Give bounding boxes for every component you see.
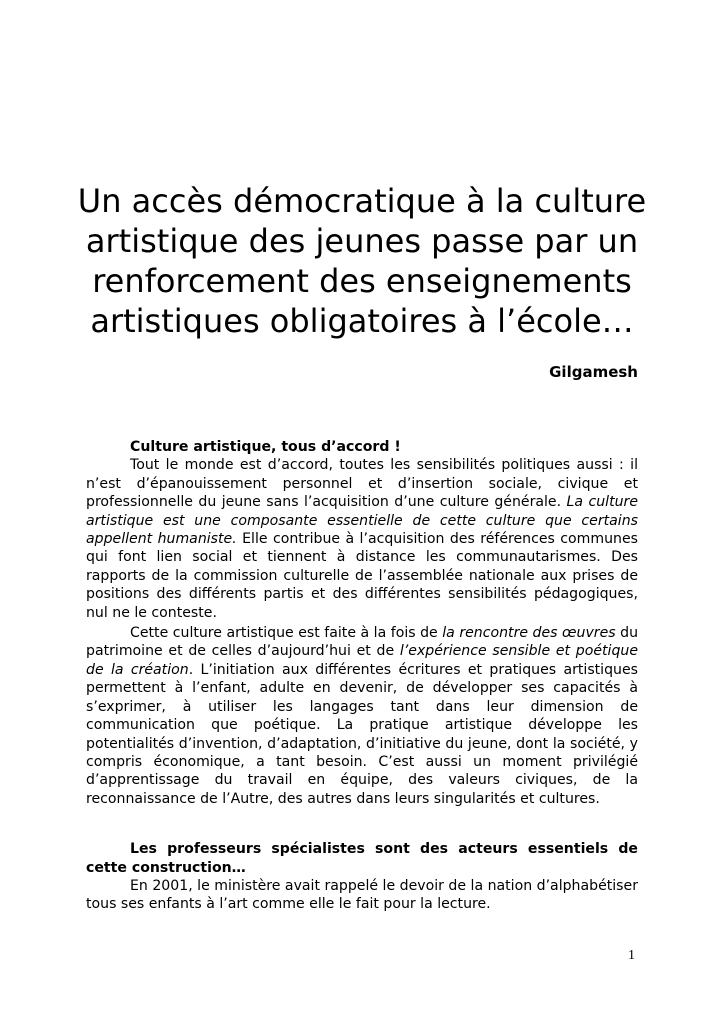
document-title [60, 181, 664, 341]
paragraph-text: Tout le monde est d’accord, toutes les sensibilités politiques aussi : il n’est d’épanouissement personnel et d’insertion sociale, civique et professionnelle du jeune sans l’acquisition d’une culture générale. [86, 457, 638, 511]
paragraph-text: Elle contribue à l’acquisition des références communes qui font lien social et tiennent à distance les communautarismes. Des rapports de la commission culturelle de l’assemblée nationale aux prises de positions des différents partis et des différentes sensibilités pédagogiques, nul ne le conteste. [86, 531, 638, 621]
title-line-4: artistiques obligatoires à l’école… [90, 302, 634, 340]
paragraph-text: . L’initiation aux différentes écritures et pratiques artistiques permettent à l’enfant, adulte en devenir, de développer ses capacités à s’exprimer, à utiliser les langages tant dans leur dimension de communication que poétique. La pratique artistique développe les potentialités d’invention, d’adaptation, d’initiative du jeune, dont la société, y compris économique, a tant besoin. C’est aussi un moment privilégié d’apprentissage du travail en équipe, des valeurs civiques, de la reconnaissance de l’Autre, des autres dans leurs singularités et cultures. [86, 661, 638, 807]
paragraph [86, 624, 638, 808]
paragraph-emphasis: l’expérience sensible et poétique de la création [86, 643, 638, 678]
paragraph-emphasis: la rencontre des œuvres [442, 625, 616, 642]
title-line-3: renforcement des enseignements [92, 262, 632, 300]
section-heading: Culture artistique, tous d’accord ! [130, 439, 401, 455]
paragraph-text: du patrimoine et de celles d’aujourd’hui et de [86, 625, 639, 660]
title-line-1: Un accès démocratique à la culture [77, 182, 647, 220]
paragraph [86, 456, 638, 622]
author-name: Gilgamesh [549, 363, 638, 381]
section-heading: Les professeurs spécialistes sont des acteurs essentiels de cette construction… [86, 841, 638, 876]
paragraph-text: Cette culture artistique est faite à la fois de [130, 625, 443, 642]
paragraph-emphasis: La culture artistique est une composante essentielle de cette culture que certains appellent humaniste. [86, 494, 638, 548]
section-culture-artistique [86, 438, 638, 914]
paragraph: En 2001, le ministère avait rappelé le devoir de la nation d’alphabétiser tous ses enfants à l’art comme elle le fait pour la lecture. [86, 877, 638, 913]
page-number: 1 [628, 948, 635, 963]
title-line-2: artistique des jeunes passe par un [85, 222, 639, 260]
